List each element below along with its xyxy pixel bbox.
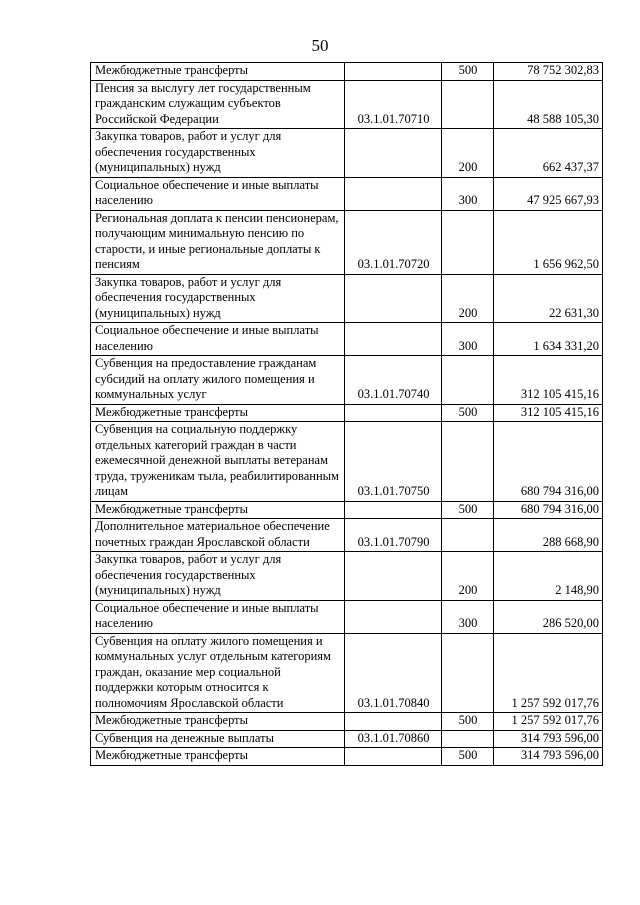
- row-expense-type-cell: [442, 80, 494, 129]
- row-name-cell: Межбюджетные трансферты: [91, 501, 345, 519]
- row-code-cell: [345, 63, 442, 81]
- row-amount-cell: 1 257 592 017,76: [494, 713, 603, 731]
- row-name-cell: Межбюджетные трансферты: [91, 404, 345, 422]
- row-amount-cell: 314 793 596,00: [494, 730, 603, 748]
- table-row: [91, 323, 603, 356]
- table-row: [91, 600, 603, 633]
- row-code-cell: [345, 600, 442, 633]
- row-code-cell: [345, 748, 442, 766]
- table-row: [91, 80, 603, 129]
- row-expense-type-cell: [442, 356, 494, 405]
- row-name-cell: Региональная доплата к пенсии пенсионерам, получающим минимальную пенсию по старости, и иные региональные доплаты к пенсиям: [91, 210, 345, 274]
- row-name-cell: Социальное обеспечение и иные выплаты населению: [91, 177, 345, 210]
- row-expense-type-cell: 200: [442, 552, 494, 601]
- row-code-cell: 03.1.01.70750: [345, 422, 442, 502]
- row-expense-type-cell: 300: [442, 323, 494, 356]
- row-code-cell: [345, 323, 442, 356]
- row-name-cell: Межбюджетные трансферты: [91, 63, 345, 81]
- row-name-cell: Субвенция на предоставление гражданам субсидий на оплату жилого помещения и коммунальных услуг: [91, 356, 345, 405]
- row-expense-type-cell: 500: [442, 404, 494, 422]
- row-expense-type-cell: 200: [442, 129, 494, 178]
- table-row: [91, 422, 603, 502]
- row-expense-type-cell: 200: [442, 274, 494, 323]
- table-row: [91, 730, 603, 748]
- row-code-cell: [345, 713, 442, 731]
- row-amount-cell: 1 656 962,50: [494, 210, 603, 274]
- row-name-cell: Субвенция на социальную поддержку отдельных категорий граждан в части ежемесячной денежной выплаты ветеранам труда, труженикам тыла, реабилитированным лицам: [91, 422, 345, 502]
- row-amount-cell: 2 148,90: [494, 552, 603, 601]
- row-expense-type-cell: 500: [442, 713, 494, 731]
- table-row: [91, 713, 603, 731]
- row-expense-type-cell: [442, 422, 494, 502]
- row-code-cell: [345, 274, 442, 323]
- table-row: [91, 404, 603, 422]
- row-code-cell: [345, 501, 442, 519]
- row-amount-cell: 314 793 596,00: [494, 748, 603, 766]
- row-expense-type-cell: 300: [442, 177, 494, 210]
- row-amount-cell: 680 794 316,00: [494, 501, 603, 519]
- table-row: [91, 748, 603, 766]
- row-expense-type-cell: [442, 730, 494, 748]
- row-name-cell: Закупка товаров, работ и услуг для обеспечения государственных (муниципальных) нужд: [91, 129, 345, 178]
- row-expense-type-cell: [442, 633, 494, 713]
- row-code-cell: [345, 129, 442, 178]
- table-row: [91, 519, 603, 552]
- row-amount-cell: 662 437,37: [494, 129, 603, 178]
- row-amount-cell: 680 794 316,00: [494, 422, 603, 502]
- row-amount-cell: 312 105 415,16: [494, 356, 603, 405]
- row-amount-cell: 47 925 667,93: [494, 177, 603, 210]
- row-amount-cell: 288 668,90: [494, 519, 603, 552]
- row-amount-cell: 1 634 331,20: [494, 323, 603, 356]
- budget-table: [90, 62, 603, 766]
- row-amount-cell: 1 257 592 017,76: [494, 633, 603, 713]
- row-amount-cell: 78 752 302,83: [494, 63, 603, 81]
- budget-table-body: [91, 63, 603, 766]
- row-name-cell: Социальное обеспечение и иные выплаты населению: [91, 323, 345, 356]
- row-expense-type-cell: [442, 210, 494, 274]
- row-name-cell: Социальное обеспечение и иные выплаты населению: [91, 600, 345, 633]
- row-expense-type-cell: 500: [442, 501, 494, 519]
- row-name-cell: Закупка товаров, работ и услуг для обеспечения государственных (муниципальных) нужд: [91, 274, 345, 323]
- row-expense-type-cell: 300: [442, 600, 494, 633]
- row-code-cell: [345, 177, 442, 210]
- table-row: [91, 501, 603, 519]
- row-name-cell: Субвенция на оплату жилого помещения и коммунальных услуг отдельным категориям граждан, оказание мер социальной поддержки которым относится к полномочиям Ярославской области: [91, 633, 345, 713]
- table-row: [91, 274, 603, 323]
- row-code-cell: 03.1.01.70720: [345, 210, 442, 274]
- table-row: [91, 177, 603, 210]
- row-amount-cell: 286 520,00: [494, 600, 603, 633]
- row-code-cell: 03.1.01.70840: [345, 633, 442, 713]
- table-row: [91, 356, 603, 405]
- row-code-cell: [345, 552, 442, 601]
- row-name-cell: Дополнительное материальное обеспечение почетных граждан Ярославской области: [91, 519, 345, 552]
- table-row: [91, 210, 603, 274]
- row-expense-type-cell: 500: [442, 63, 494, 81]
- row-name-cell: Межбюджетные трансферты: [91, 748, 345, 766]
- row-name-cell: Пенсия за выслугу лет государственным гражданским служащим субъектов Российской Федерации: [91, 80, 345, 129]
- row-name-cell: Субвенция на денежные выплаты: [91, 730, 345, 748]
- table-row: [91, 633, 603, 713]
- table-row: [91, 552, 603, 601]
- row-expense-type-cell: [442, 519, 494, 552]
- row-code-cell: [345, 404, 442, 422]
- row-code-cell: 03.1.01.70790: [345, 519, 442, 552]
- row-code-cell: 03.1.01.70740: [345, 356, 442, 405]
- table-row: [91, 129, 603, 178]
- row-amount-cell: 48 588 105,30: [494, 80, 603, 129]
- row-name-cell: Межбюджетные трансферты: [91, 713, 345, 731]
- row-code-cell: 03.1.01.70860: [345, 730, 442, 748]
- row-expense-type-cell: 500: [442, 748, 494, 766]
- row-amount-cell: 22 631,30: [494, 274, 603, 323]
- row-amount-cell: 312 105 415,16: [494, 404, 603, 422]
- row-code-cell: 03.1.01.70710: [345, 80, 442, 129]
- table-row: [91, 63, 603, 81]
- row-name-cell: Закупка товаров, работ и услуг для обеспечения государственных (муниципальных) нужд: [91, 552, 345, 601]
- page-number: 50: [311, 36, 329, 55]
